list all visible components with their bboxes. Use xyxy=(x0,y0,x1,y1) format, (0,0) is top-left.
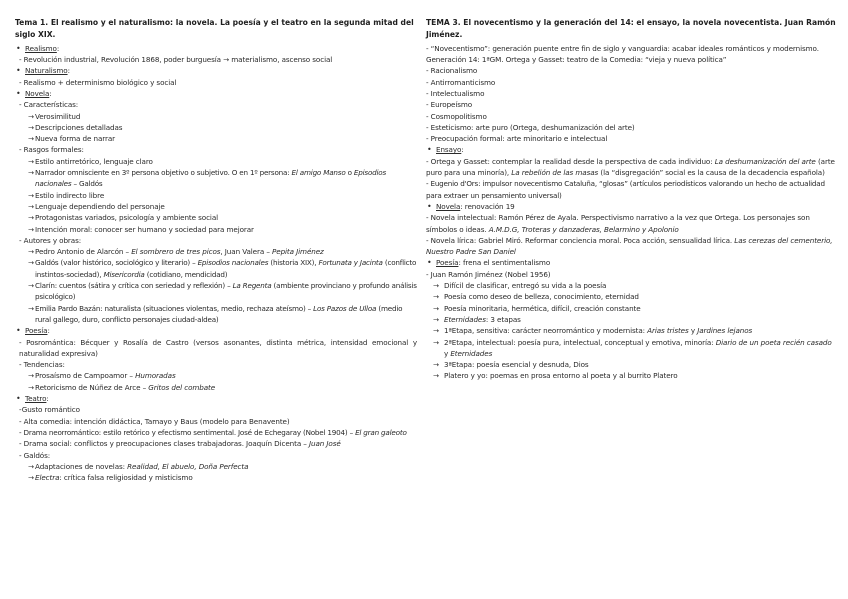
jrj-item-eternidades: → Eternidades: 3 etapas xyxy=(426,314,836,325)
realismo-line: - Revolución industrial, Revolución 1868, poder burguesía → materialismo, ascenso social xyxy=(19,55,333,65)
teatro-line-neorromantico: - Drama neorromántico: estilo retórico y efectismo sentimental. José de Echegaray (Nobel 1904) – El gran galeoto xyxy=(19,427,407,437)
tendencia-item: → Prosaísmo de Campoamor – Humoradas xyxy=(15,370,417,381)
ensayo-heading: • Ensayo: xyxy=(426,144,836,155)
feature-item: - Europeísmo xyxy=(426,100,473,110)
ensayo-ortega: - Ortega y Gasset: contemplar la realidad desde la perspectiva de cada individuo: La deshumanización del arte (arte puro para una minoría), La rebelión de las masas (la “disgregación” social es la causa de la decadencia española) xyxy=(426,156,835,178)
galdos-item: → Electra: crítica falsa religiosidad y misticismo xyxy=(15,472,417,483)
autor-item-pardo-bazan: → Emilia Pardo Bazán: naturalista (situaciones violentas, medio, rechaza ateísmo) – Los Pazos de Ulloa (medio rural gallego, duro, conflicto personajes ciudad-aldea) xyxy=(15,303,417,326)
rasgo-item: → Lenguaje dependiendo del personaje xyxy=(15,201,417,212)
teatro-heading: • Teatro: xyxy=(15,393,417,404)
novela-lirica: - Novela lírica: Gabriel Miró. Reformar conciencia moral. Poca acción, sensualidad lírica. Las cerezas del cementerio, Nuestro Padre San Daniel xyxy=(426,235,833,257)
novecentismo-intro: - “Novecentismo”: generación puente entre fin de siglo y vanguardia: acabar ideales románticos y modernismo. Generación 14: 1ªGM. Ortega y Gasset: teatro de la Comedia: “vieja y nueva política” xyxy=(426,43,819,65)
jrj-item-etapa-1: → 1ªEtapa, sensitiva: carácter neorromántico y modernista: Arias tristes y Jardines lejanos xyxy=(426,325,836,336)
feature-item: - Preocupación formal: arte minoritario e intelectual xyxy=(426,134,608,144)
novela-heading-right: • Novela: renovación 19 xyxy=(426,201,836,212)
galdos-label: - Galdós: xyxy=(19,450,51,460)
jrj-item: → Difícil de clasificar, entregó su vida a la poesía xyxy=(426,280,836,291)
right-column xyxy=(426,17,836,382)
caracteristica-item: → Nueva forma de narrar xyxy=(15,133,417,144)
tema-1-title: Tema 1. El realismo y el naturalismo: la novela. La poesía y el teatro en la segunda mitad del siglo XIX. xyxy=(15,18,414,40)
caracteristica-item: → Verosimilitud xyxy=(15,111,417,122)
novela-heading: • Novela: xyxy=(15,88,417,99)
tendencia-item: → Retoricismo de Núñez de Arce – Gritos del combate xyxy=(15,382,417,393)
caracteristicas-label: - Características: xyxy=(19,100,79,110)
jrj-item: → Poesía como deseo de belleza, conocimiento, eternidad xyxy=(426,291,836,302)
jrj-item: → Poesía minoritaria, hermética, difícil, creación constante xyxy=(426,303,836,314)
tema-3-title: TEMA 3. El novecentismo y la generación del 14: el ensayo, la novela novecentista. Juan Ramón Jiménez. xyxy=(426,18,836,40)
jrj-label: - Juan Ramón Jiménez (Nobel 1956) xyxy=(426,269,551,279)
rasgo-item: → Protagonistas variados, psicología y ambiente social xyxy=(15,212,417,223)
rasgo-item: → Estilo indirecto libre xyxy=(15,190,417,201)
teatro-line: - Alta comedia: intención didáctica, Tamayo y Baus (modelo para Benavente) xyxy=(19,416,290,426)
galdos-item: → Adaptaciones de novelas: Realidad, El abuelo, Doña Perfecta xyxy=(15,461,417,472)
feature-item: - Racionalismo xyxy=(426,66,478,76)
naturalismo-line: - Realismo + determinismo biológico y social xyxy=(19,77,177,87)
rasgo-item: → Intención moral: conocer ser humano y sociedad para mejorar xyxy=(15,224,417,235)
feature-item: - Antirromanticismo xyxy=(426,77,496,87)
caracteristica-item: → Descripciones detalladas xyxy=(15,122,417,133)
autor-item-galdos: → Galdós (valor histórico, sociológico y literario) – Episodios nacionales (historia XIX), Fortunata y Jacinta (conflicto instintos-sociedad), Misericordia (cotidiano, mendicidad) xyxy=(15,257,417,280)
feature-item: - Esteticismo: arte puro (Ortega, deshumanización del arte) xyxy=(426,122,635,132)
tendencias-label: - Tendencias: xyxy=(19,360,65,370)
ensayo-dors: - Eugenio d'Ors: impulsor novecentismo Cataluña, “glosas” (artículos periodísticos valorando un hecho de actualidad para extraer un pensamiento universal) xyxy=(426,179,825,200)
teatro-line: -Gusto romántico xyxy=(19,405,80,415)
jrj-item-platero: → Platero y yo: poemas en prosa entorno al poeta y al burrito Platero xyxy=(426,370,836,381)
rasgo-item: → Estilo antirretórico, lenguaje claro xyxy=(15,156,417,167)
posromantica-line: - Posromántica: Bécquer y Rosalía de Castro (versos asonantes, distinta métrica, intensidad emocional y naturalidad expresiva) xyxy=(19,337,417,358)
teatro-line-social: - Drama social: conflictos y preocupaciones clases trabajadoras. Joaquín Dicenta – Juan José xyxy=(19,439,341,449)
autor-item-clarin: → Clarín: cuentos (sátira y crítica con seriedad y reflexión) – La Regenta (ambiente provinciano y profundo análisis psicológico) xyxy=(15,280,417,303)
rasgo-item-narrador: → Narrador omnisciente en 3º persona objetivo o subjetivo. O en 1º persona: El amigo Manso o Episodios nacionales – Galdós xyxy=(15,167,417,190)
poesia-heading-right: • Poesía: frena el sentimentalismo xyxy=(426,257,836,268)
feature-item: - Cosmopolitismo xyxy=(426,111,487,121)
jrj-item-etapa-2: → 2ªEtapa, intelectual: poesía pura, intelectual, conceptual y emotiva, minoría: Diario de un poeta recién casado y Eternidades xyxy=(426,337,836,360)
autores-label: - Autores y obras: xyxy=(19,235,82,245)
left-column xyxy=(15,17,417,483)
novela-intelectual: - Novela intelectual: Ramón Pérez de Ayala. Perspectivismo narrativo a la vez que Ortega. Los personajes son símbolos o ideas. A.M.D.G, Troteras y danzaderas, Belarmino y Apolonio xyxy=(426,213,810,234)
autor-item-alarcon: → Pedro Antonio de Alarcón – El sombrero de tres picos, Juan Valera – Pepita Jiménez xyxy=(15,246,417,257)
rasgos-label: - Rasgos formales: xyxy=(19,145,84,155)
jrj-item-etapa-3: → 3ªEtapa: poesía esencial y desnuda, Dios xyxy=(426,359,836,370)
naturalismo-heading: • Naturalismo: xyxy=(15,65,417,76)
poesia-heading: • Poesía: xyxy=(15,325,417,336)
feature-item: - Intelectualismo xyxy=(426,89,485,98)
realismo-heading: • Realismo: xyxy=(15,43,417,54)
